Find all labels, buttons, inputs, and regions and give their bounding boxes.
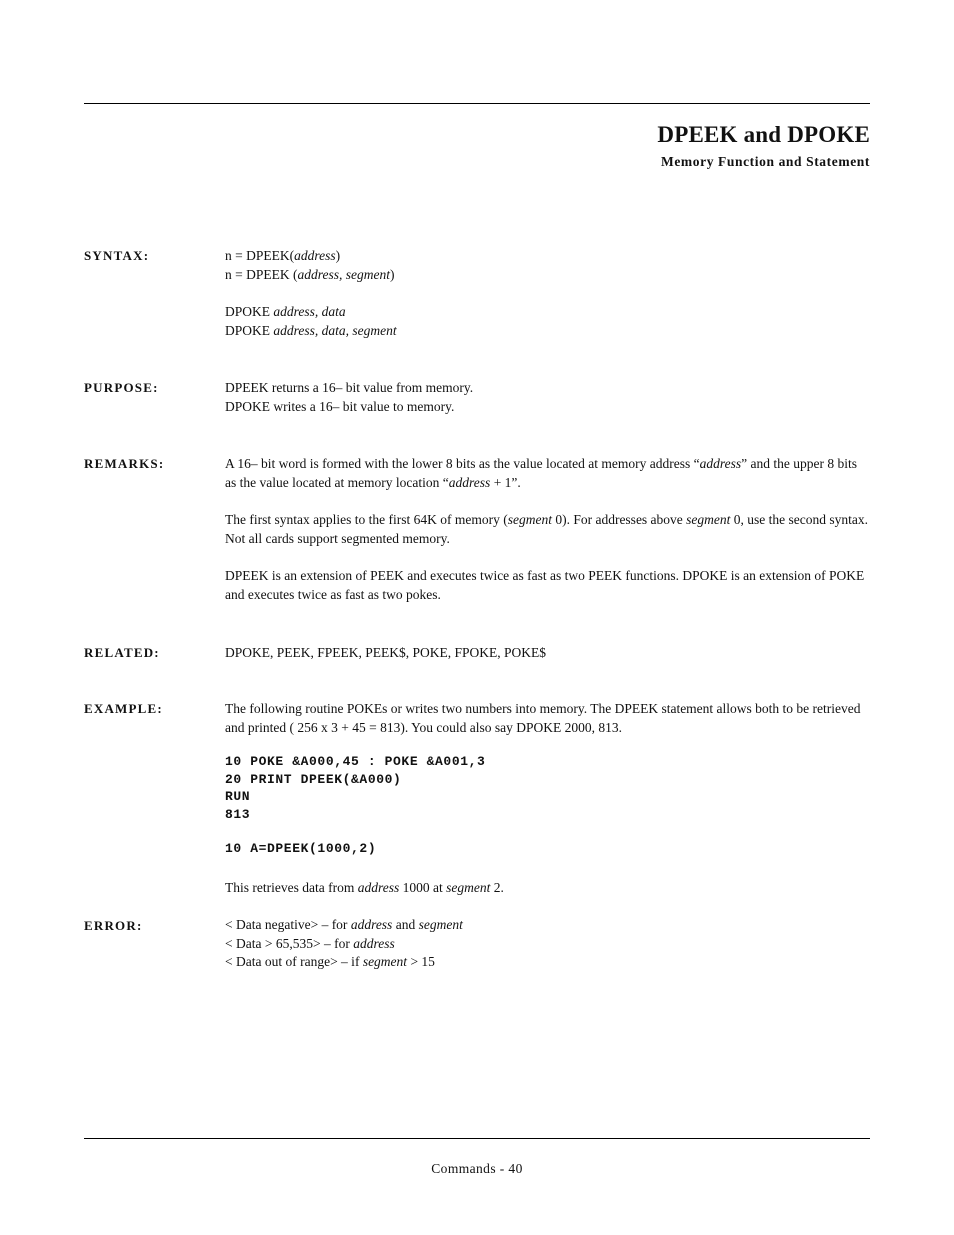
code-line: 10 A=DPEEK(1000,2) [225,841,377,856]
related-label: RELATED: [84,645,160,660]
syntax-line-1: n = DPEEK(address) [225,248,341,263]
example-outro: This retrieves data from address 1000 at segment 2. [225,879,504,895]
page-title: DPEEK and DPOKE [657,122,870,147]
example-content [225,699,870,897]
bottom-rule [84,1138,870,1139]
remarks-content [225,454,870,604]
example-intro: The following routine POKEs or writes two numbers into memory. The DPEEK statement allows both to be retrieved and printed ( 256 x 3 + 45 = 813). You could also say DPOKE 2000, 813. [225,701,861,735]
syntax-line-4: DPOKE address, data, segment [225,323,397,338]
related-text: DPOKE, PEEK, FPEEK, PEEK$, POKE, FPOKE, POKE$ [225,645,547,660]
error-line-2: < Data > 65,535> – for address [225,935,395,951]
remarks-label: REMARKS: [84,456,165,471]
remarks-paragraph-1: A 16– bit word is formed with the lower 8 bits as the value located at memory address “address” and the upper 8 bits as the value located at memory location “address + 1”. [225,456,858,490]
error-content [225,916,870,972]
page-footer: Commands - 40 [431,1161,523,1176]
related-content [225,643,870,662]
purpose-label: PURPOSE: [84,380,159,395]
error-line-3: < Data out of range> – if segment > 15 [225,954,435,969]
remarks-paragraph-3: DPEEK is an extension of PEEK and executes twice as fast as two PEEK functions. DPOKE is an extension of POKE and executes twice as fast as two pokes. [225,568,865,602]
purpose-line-1: DPEEK returns a 16– bit value from memory. [225,380,474,395]
top-rule [84,103,870,104]
code-line: RUN [225,789,251,804]
page-subtitle: Memory Function and Statement [660,154,870,169]
syntax-content [225,246,870,340]
error-label: ERROR: [84,918,143,933]
purpose-line-2: DPOKE writes a 16– bit value to memory. [225,399,455,414]
purpose-content [225,378,870,416]
example-label: EXAMPLE: [84,701,163,716]
remarks-paragraph-2: The first syntax applies to the first 64K of memory (segment 0). For addresses above segment 0, use the second syntax. Not all cards support segmented memory. [225,512,869,546]
code-line: 10 POKE &A000,45 : POKE &A001,3 [225,754,486,769]
syntax-label: SYNTAX: [84,248,150,263]
code-line: 20 PRINT DPEEK(&A000) [225,771,402,787]
code-line: 813 [225,806,251,822]
syntax-line-2: n = DPEEK (address, segment) [225,267,395,282]
syntax-line-3: DPOKE address, data [225,304,346,319]
error-line-1: < Data negative> – for address and segment [225,917,463,932]
